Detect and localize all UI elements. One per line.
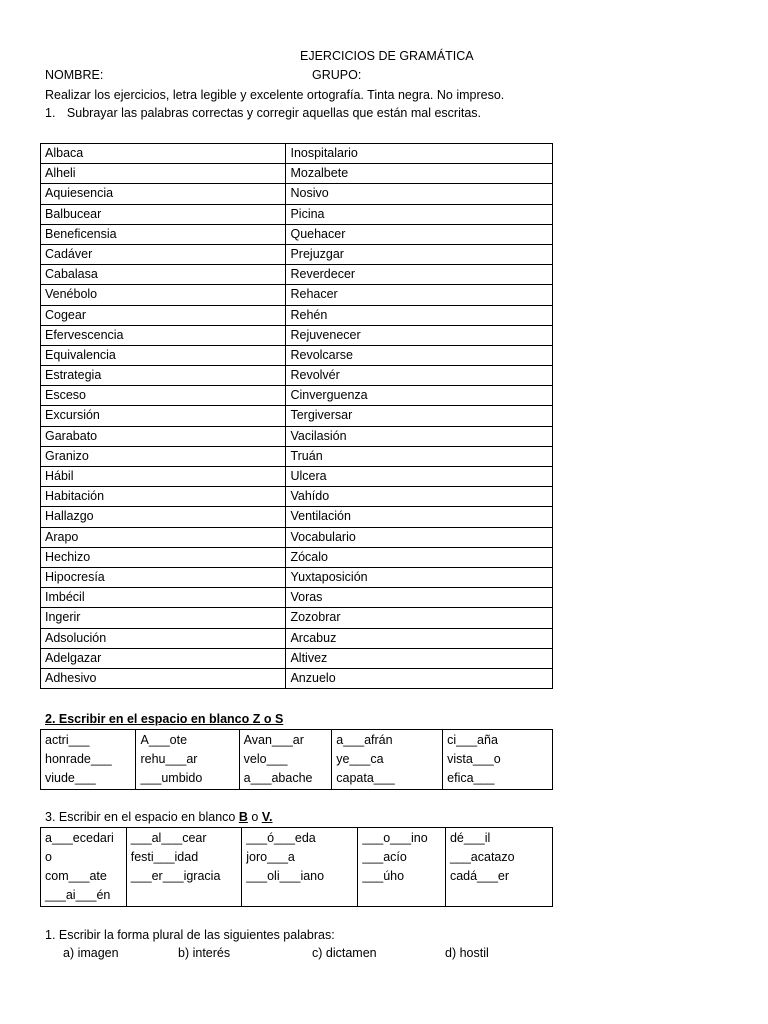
fill-item: velo___	[243, 752, 288, 766]
section2-heading: 2. Escribir en el espacio en blanco Z o S	[45, 712, 284, 726]
section1-heading	[45, 106, 481, 120]
fill-item: cadá___er	[449, 869, 510, 883]
word-cell-right: Ventilación	[286, 507, 553, 527]
word-cell-left: Hallazgo	[41, 507, 286, 527]
fill-item: festi___idad	[130, 850, 199, 864]
fill-item: ___umbido	[140, 771, 203, 785]
fill-item: ___er___igracia	[130, 869, 221, 883]
plural-item: b) interés	[178, 946, 231, 960]
section1-number: 1.	[45, 106, 56, 120]
section1-title: Subrayar las palabras correctas y corregir aquellas que están mal escritas.	[66, 106, 482, 120]
word-cell-right: Rehacer	[286, 285, 553, 305]
fill-item: A___ote	[140, 733, 188, 747]
grupo-label: GRUPO:	[312, 68, 362, 82]
word-row	[41, 608, 553, 628]
word-cell-right: Vocabulario	[286, 527, 553, 547]
fill-item: ___al___cear	[130, 831, 207, 845]
word-row	[41, 446, 553, 466]
fill-item: ___úho	[362, 869, 405, 883]
word-cell-left: Alheli	[41, 164, 286, 184]
word-cell-left: Equivalencia	[41, 345, 286, 365]
word-cell-left: Excursión	[41, 406, 286, 426]
word-cell-left: Habitación	[41, 487, 286, 507]
word-cell-right: Prejuzgar	[286, 244, 553, 264]
word-cell-left: Balbucear	[41, 204, 286, 224]
page-title: EJERCICIOS DE GRAMÁTICA	[300, 49, 474, 63]
word-cell-left: Hechizo	[41, 547, 286, 567]
word-cell-left: Efervescencia	[41, 325, 286, 345]
fill-item: a___ecedari	[45, 831, 114, 845]
word-cell-right: Tergiversar	[286, 406, 553, 426]
word-row	[41, 244, 553, 264]
word-row	[41, 204, 553, 224]
word-row	[41, 325, 553, 345]
word-row	[41, 547, 553, 567]
fill-item: vista___o	[447, 752, 501, 766]
word-cell-right: Revolvér	[286, 366, 553, 386]
fill-item: ___ai___én	[45, 888, 111, 902]
word-cell-left: Cabalasa	[41, 265, 286, 285]
fill-item: actri___	[45, 733, 90, 747]
fill-item: dé___il	[449, 831, 491, 845]
word-cell-left: Adelgazar	[41, 648, 286, 668]
b-or-v-table	[40, 827, 553, 907]
fill-cell	[332, 730, 443, 790]
word-row	[41, 366, 553, 386]
word-row	[41, 386, 553, 406]
word-cell-right: Arcabuz	[286, 628, 553, 648]
z-or-s-table	[40, 729, 553, 790]
fill-cell	[126, 828, 241, 907]
fill-cell	[41, 730, 136, 790]
word-cell-right: Cinverguenza	[286, 386, 553, 406]
plural-item: d) hostil	[445, 946, 489, 960]
word-cell-right: Anzuelo	[286, 668, 553, 688]
instructions: Realizar los ejercicios, letra legible y excelente ortografía. Tinta negra. No impreso.	[45, 88, 505, 102]
word-row	[41, 426, 553, 446]
word-row	[41, 305, 553, 325]
fill-item: joro___a	[246, 850, 295, 864]
fill-item: Avan___ar	[243, 733, 304, 747]
fill-item: ___o___ino	[362, 831, 428, 845]
word-cell-left: Cogear	[41, 305, 286, 325]
fill-cell	[358, 828, 446, 907]
word-row	[41, 224, 553, 244]
fill-item: rehu___ar	[140, 752, 198, 766]
plural-item: a) imagen	[63, 946, 119, 960]
word-cell-left: Estrategia	[41, 366, 286, 386]
fill-item: o	[45, 850, 52, 864]
word-cell-right: Rehén	[286, 305, 553, 325]
fill-cell	[445, 828, 552, 907]
word-cell-left: Cadáver	[41, 244, 286, 264]
plural-item: c) dictamen	[312, 946, 377, 960]
word-cell-right: Reverdecer	[286, 265, 553, 285]
fill-item: ___ó___eda	[246, 831, 316, 845]
fill-cell	[443, 730, 553, 790]
word-row	[41, 164, 553, 184]
word-cell-left: Beneficensia	[41, 224, 286, 244]
word-row	[41, 345, 553, 365]
word-cell-left: Adhesivo	[41, 668, 286, 688]
word-cell-left: Hábil	[41, 467, 286, 487]
word-cell-right: Zozobrar	[286, 608, 553, 628]
fill-item: viude___	[45, 771, 96, 785]
word-cell-right: Altivez	[286, 648, 553, 668]
word-cell-right: Voras	[286, 588, 553, 608]
word-row	[41, 527, 553, 547]
word-cell-right: Inospitalario	[286, 144, 553, 164]
word-row	[41, 567, 553, 587]
word-cell-right: Ulcera	[286, 467, 553, 487]
word-row	[41, 406, 553, 426]
fill-item: honrade___	[45, 752, 112, 766]
fill-item: a___abache	[243, 771, 313, 785]
word-cell-left: Arapo	[41, 527, 286, 547]
fill-cell	[239, 730, 332, 790]
word-cell-right: Nosivo	[286, 184, 553, 204]
word-cell-right: Revolcarse	[286, 345, 553, 365]
word-row	[41, 668, 553, 688]
word-cell-left: Imbécil	[41, 588, 286, 608]
word-row	[41, 487, 553, 507]
fill-item: ye___ca	[336, 752, 384, 766]
word-cell-left: Garabato	[41, 426, 286, 446]
fill-item	[246, 886, 353, 905]
fill-item: ___oli___iano	[246, 869, 325, 883]
fill-item	[131, 886, 237, 905]
section4-heading: 1. Escribir la forma plural de las siguientes palabras:	[45, 928, 335, 942]
word-cell-left: Adsolución	[41, 628, 286, 648]
words-table	[40, 143, 553, 689]
word-cell-left: Hipocresía	[41, 567, 286, 587]
word-row	[41, 588, 553, 608]
word-cell-left: Aquiesencia	[41, 184, 286, 204]
word-cell-right: Picina	[286, 204, 553, 224]
word-row	[41, 648, 553, 668]
nombre-label: NOMBRE:	[45, 68, 104, 82]
word-cell-left: Esceso	[41, 386, 286, 406]
word-cell-right: Rejuvenecer	[286, 325, 553, 345]
fill-item	[362, 886, 441, 905]
fill-item: capata___	[336, 771, 395, 785]
word-row	[41, 285, 553, 305]
fill-cell	[136, 730, 239, 790]
fill-cell	[242, 828, 358, 907]
word-cell-left: Albaca	[41, 144, 286, 164]
fill-item: a___afrán	[336, 733, 393, 747]
word-cell-left: Granizo	[41, 446, 286, 466]
fill-item: ci___aña	[447, 733, 498, 747]
word-row	[41, 265, 553, 285]
word-row	[41, 628, 553, 648]
fill-item: com___ate	[45, 869, 107, 883]
word-cell-left: Venébolo	[41, 285, 286, 305]
word-row	[41, 507, 553, 527]
fill-item	[450, 886, 548, 905]
word-cell-right: Yuxtaposición	[286, 567, 553, 587]
word-cell-right: Truán	[286, 446, 553, 466]
fill-item: ___acío	[362, 850, 407, 864]
word-cell-right: Mozalbete	[286, 164, 553, 184]
word-cell-right: Quehacer	[286, 224, 553, 244]
word-cell-right: Vacilasión	[286, 426, 553, 446]
fill-cell	[41, 828, 127, 907]
word-cell-left: Ingerir	[41, 608, 286, 628]
word-row	[41, 467, 553, 487]
fill-item: ___acatazo	[449, 850, 515, 864]
plural-items	[63, 946, 489, 960]
word-cell-right: Vahído	[286, 487, 553, 507]
word-row	[41, 184, 553, 204]
word-row	[41, 144, 553, 164]
fill-item: efica___	[447, 771, 495, 785]
word-cell-right: Zócalo	[286, 547, 553, 567]
section3-heading: 3. Escribir en el espacio en blanco B o V.	[45, 810, 273, 824]
